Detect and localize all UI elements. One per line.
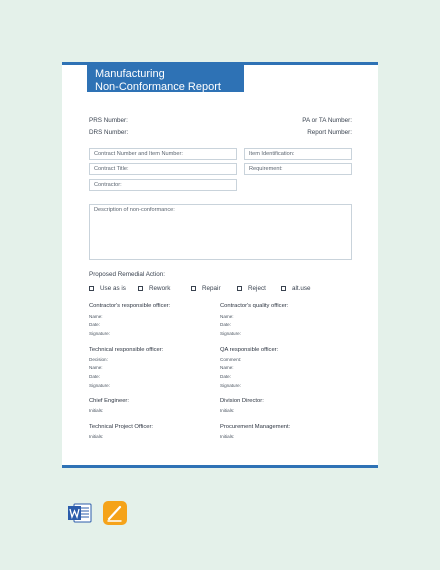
qa-responsible-officer-title: QA responsible officer: — [220, 347, 279, 353]
signature-line: Signature: — [220, 383, 241, 388]
name-line: Name: — [220, 365, 234, 370]
item-identification-field[interactable]: Item Identification: — [244, 148, 352, 160]
checkbox-icon — [237, 286, 242, 291]
signature-line: Signature: — [89, 331, 110, 336]
pages-icon[interactable] — [102, 501, 128, 525]
date-line: Date: — [220, 374, 231, 379]
checkbox-icon — [191, 286, 196, 291]
procurement-management-title: Procurement Management: — [220, 424, 291, 430]
checkbox-icon — [281, 286, 286, 291]
initials-line: Initials: — [220, 434, 235, 439]
option-reject[interactable]: Reject — [237, 285, 266, 292]
contractor-quality-officer-title: Contractor's quality officer: — [220, 303, 289, 309]
option-repair[interactable]: Repair — [191, 285, 221, 292]
option-rework[interactable]: Rework — [138, 285, 170, 292]
option-use-as-is[interactable]: Use as is — [89, 285, 126, 292]
initials-line: Initials: — [220, 408, 235, 413]
report-document — [62, 62, 378, 468]
pa-ta-number-label: PA or TA Number: — [302, 117, 352, 124]
name-line: Name: — [89, 314, 103, 319]
checkbox-icon — [138, 286, 143, 291]
initials-line: Initials: — [89, 408, 104, 413]
decision-line: Decision: — [89, 357, 108, 362]
option-alt-use[interactable]: alt.use — [281, 285, 311, 292]
report-number-label: Report Number: — [307, 129, 352, 136]
prs-number-label: PRS Number: — [89, 117, 128, 124]
initials-line: Initials: — [89, 434, 104, 439]
contract-title-field[interactable]: Contract Title: — [89, 163, 237, 175]
contractor-field[interactable]: Contractor: — [89, 179, 237, 191]
name-line: Name: — [89, 365, 103, 370]
technical-responsible-officer-title: Technical responsible officer: — [89, 347, 164, 353]
contractor-responsible-officer-title: Contractor's responsible officer: — [89, 303, 171, 309]
date-line: Date: — [89, 322, 100, 327]
comment-line: Comment: — [220, 357, 242, 362]
contract-item-field[interactable]: Contract Number and Item Number: — [89, 148, 237, 160]
signature-line: Signature: — [89, 383, 110, 388]
chief-engineer-title: Chief Engineer: — [89, 398, 129, 404]
drs-number-label: DRS Number: — [89, 129, 129, 136]
report-title — [87, 65, 244, 92]
description-field[interactable]: Description of non-conformance: — [89, 204, 352, 260]
division-director-title: Division Director: — [220, 398, 264, 404]
title-line-1: Manufacturing — [95, 68, 165, 80]
technical-project-officer-title: Technical Project Officer: — [89, 424, 154, 430]
word-icon[interactable] — [67, 501, 93, 525]
date-line: Date: — [220, 322, 231, 327]
remedial-action-label: Proposed Remedial Action: — [89, 271, 165, 278]
date-line: Date: — [89, 374, 100, 379]
checkbox-icon — [89, 286, 94, 291]
title-line-2: Non-Conformance Report — [95, 80, 221, 93]
name-line: Name: — [220, 314, 234, 319]
signature-line: Signature: — [220, 331, 241, 336]
requirement-field[interactable]: Requirement: — [244, 163, 352, 175]
